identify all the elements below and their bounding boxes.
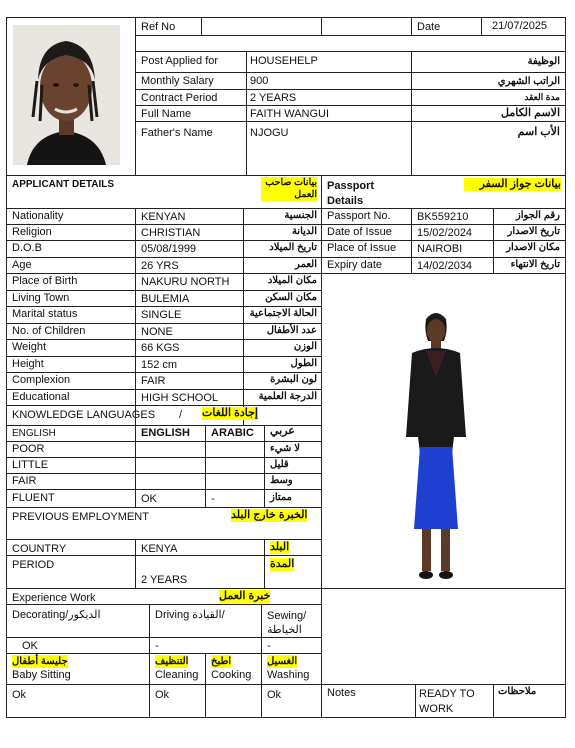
applicant-row-ar: الديانة	[291, 226, 317, 237]
lang-row-label: FAIR	[12, 475, 37, 487]
salary-ar: الراتب الشهري	[497, 76, 560, 87]
applicant-row-ar: مكان السكن	[265, 292, 317, 303]
lang-col-english: ENGLISH	[141, 427, 190, 439]
applicant-row-label: Educational	[12, 391, 70, 403]
washing-value[interactable]: Ok	[267, 689, 282, 701]
applicant-row-label: D.O.B	[12, 242, 42, 254]
country-ar: البلد	[270, 541, 290, 553]
languages-slash: /	[179, 409, 183, 421]
applicant-details-heading-ar: بيانات صاحب العمل	[261, 177, 317, 201]
applicant-row-ar: لون البشرة	[270, 374, 317, 385]
post-applied-label: Post Applied for	[141, 55, 219, 67]
lang-row-english[interactable]: OK	[141, 493, 157, 505]
period-value[interactable]: 2 YEARS	[141, 574, 188, 586]
applicant-row-value[interactable]: KENYAN	[141, 211, 186, 223]
period-ar: المدة	[270, 558, 295, 570]
contract-label: Contract Period	[141, 92, 218, 104]
cleaning-value[interactable]: Ok	[155, 689, 170, 701]
date-value[interactable]: 21/07/2025	[492, 20, 548, 32]
applicant-full-body-photo	[396, 307, 476, 592]
contract-ar: مدة العقد	[524, 92, 560, 102]
post-applied-value[interactable]: HOUSEHELP	[250, 55, 318, 67]
lang-row-ar: ممتاز	[270, 492, 293, 503]
applicant-row-value[interactable]: FAIR	[141, 375, 166, 387]
experience-heading-ar: خبرة العمل	[219, 590, 271, 602]
applicant-row-ar: الطول	[290, 358, 317, 369]
father-name-ar: الأب اسم	[517, 126, 560, 138]
cooking-label: Cooking	[211, 669, 252, 681]
applicant-row-ar: الحالة الاجتماعية	[249, 308, 317, 319]
application-form	[6, 17, 566, 717]
full-name-label: Full Name	[141, 108, 192, 120]
applicant-row-value[interactable]: SINGLE	[141, 309, 182, 321]
applicant-row-value[interactable]: NAKURU NORTH	[141, 276, 230, 288]
applicant-portrait-photo	[13, 25, 120, 165]
passport-row-label: Passport No.	[327, 210, 391, 222]
applicant-row-ar: عدد الأطفال	[266, 325, 317, 336]
applicant-row-value[interactable]: BULEMIA	[141, 293, 190, 305]
lang-row-ar: وسط	[270, 475, 293, 486]
washing-label: Washing	[267, 669, 310, 681]
driving-label: Driving القيادة/	[155, 609, 225, 621]
applicant-row-value[interactable]: HIGH SCHOOL	[141, 392, 219, 404]
babysit-value[interactable]: Ok	[12, 689, 27, 701]
decorating-value[interactable]: OK	[22, 640, 38, 652]
passport-row-label: Place of Issue	[327, 242, 397, 254]
post-applied-ar: الوظيفة	[527, 56, 560, 67]
passport-row-ar: مكان الاصدار	[506, 242, 560, 253]
passport-row-ar: تاريخ الاصدار	[507, 226, 560, 237]
father-name-label: Father's Name	[141, 127, 213, 139]
babysit-label: Baby Sitting	[12, 669, 71, 681]
sewing-value[interactable]: -	[267, 640, 271, 652]
father-name-value[interactable]: NJOGU	[250, 127, 289, 139]
passport-row-value[interactable]: NAIROBI	[417, 243, 463, 255]
full-name-ar: الاسم الكامل	[501, 107, 560, 119]
applicant-row-label: Marital status	[12, 308, 78, 320]
cleaning-label: Cleaning	[155, 669, 199, 681]
applicant-row-value[interactable]: CHRISTIAN	[141, 227, 201, 239]
applicant-row-ar: العمر	[295, 259, 317, 270]
lang-col-ar: عربي	[270, 425, 295, 437]
salary-label: Monthly Salary	[141, 75, 214, 87]
notes-label: Notes	[327, 687, 356, 699]
applicant-row-label: Nationality	[12, 210, 64, 222]
passport-row-label: Date of Issue	[327, 226, 392, 238]
applicant-row-value[interactable]: 66 KGS	[141, 342, 180, 354]
full-name-value[interactable]: FAITH WANGUI	[250, 108, 330, 120]
passport-details-heading: Passport Details	[327, 180, 375, 207]
lang-col-label: ENGLISH	[12, 428, 56, 439]
prev-employment-heading-ar: الخبرة خارج البلد	[231, 509, 308, 521]
applicant-row-label: Complexion	[12, 374, 71, 386]
passport-row-ar: رقم الجواز	[515, 210, 560, 221]
lang-row-label: FLUENT	[12, 492, 55, 504]
lang-row-ar: قليل	[270, 459, 289, 470]
prev-employment-heading: PREVIOUS EMPLOYMENT	[12, 511, 149, 523]
salary-value[interactable]: 900	[250, 75, 269, 87]
languages-heading-ar: إجادة اللغات	[202, 407, 258, 419]
lang-col-arabic: ARABIC	[211, 427, 254, 439]
applicant-row-value[interactable]: 26 YRS	[141, 260, 179, 272]
notes-ar: ملاحظات	[498, 686, 537, 697]
languages-heading: KNOWLEDGE LANGUAGES	[12, 409, 156, 421]
lang-row-arabic[interactable]: -	[211, 493, 215, 505]
applicant-row-ar: الدرجة العلمية	[258, 391, 317, 402]
applicant-details-heading: APPLICANT DETAILS	[12, 179, 115, 190]
lang-row-label: POOR	[12, 443, 45, 455]
passport-details-heading-ar: بيانات جواز السفر	[464, 178, 561, 191]
passport-row-value[interactable]: BK559210	[417, 211, 469, 223]
applicant-row-label: Place of Birth	[12, 275, 78, 287]
passport-row-value[interactable]: 15/02/2024	[417, 227, 473, 239]
babysit-ar: جليسة أطفال	[12, 656, 68, 667]
sewing-label: Sewing/ الخياطة	[267, 610, 307, 636]
lang-row-label: LITTLE	[12, 459, 49, 471]
period-label: PERIOD	[12, 559, 55, 571]
applicant-row-label: Living Town	[12, 292, 70, 304]
passport-row-value[interactable]: 14/02/2034	[417, 260, 473, 272]
applicant-row-value[interactable]: NONE	[141, 326, 173, 338]
ref-no-label: Ref No	[141, 21, 176, 33]
applicant-row-ar: تاريخ الميلاد	[269, 242, 317, 253]
applicant-row-ar: الجنسية	[284, 210, 317, 221]
passport-row-label: Expiry date	[327, 259, 383, 271]
applicant-row-label: Height	[12, 358, 44, 370]
applicant-row-ar: الوزن	[293, 341, 317, 352]
driving-value[interactable]: -	[155, 640, 159, 652]
country-value[interactable]: KENYA	[141, 543, 178, 555]
passport-row-ar: تاريخ الانتهاء	[510, 259, 560, 270]
notes-value[interactable]: READY TO WORK	[419, 688, 475, 715]
applicant-row-label: Weight	[12, 341, 47, 353]
contract-value[interactable]: 2 YEARS	[250, 92, 297, 104]
cleaning-ar: التنظيف	[155, 656, 189, 667]
experience-heading: Experience Work	[12, 592, 96, 604]
applicant-row-label: Religion	[12, 226, 52, 238]
country-label: COUNTRY	[12, 543, 67, 555]
applicant-row-label: No. of Children	[12, 325, 86, 337]
applicant-row-ar: مكان الميلاد	[267, 275, 317, 286]
date-label: Date	[417, 21, 441, 33]
applicant-row-label: Age	[12, 259, 32, 271]
applicant-row-value[interactable]: 05/08/1999	[141, 243, 197, 255]
applicant-row-value[interactable]: 152 cm	[141, 359, 178, 371]
decorating-label: Decorating/الديكور	[12, 609, 101, 621]
lang-row-ar: لا شيء	[270, 443, 300, 454]
washing-ar: الغسيل	[267, 656, 298, 667]
cooking-ar: اطبخ	[211, 656, 232, 667]
